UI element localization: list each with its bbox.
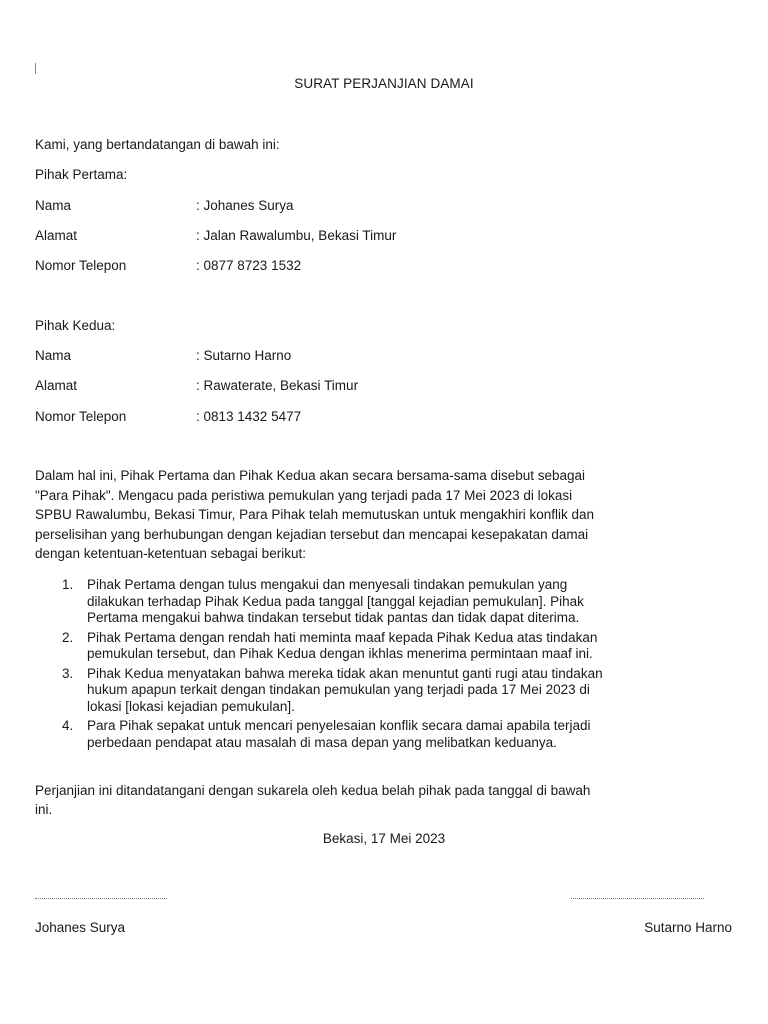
field-value: : 0813 1432 5477 <box>196 409 302 424</box>
body-line: SPBU Rawalumbu, Bekasi Timur, Para Pihak telah memutuskan untuk mengakhiri konflik dan <box>35 507 595 523</box>
body-paragraph <box>35 466 735 564</box>
closing-line: ini. <box>35 802 53 817</box>
term-line: Pihak Pertama dengan tulus mengakui dan menyesali tindakan pemukulan yang <box>87 577 568 592</box>
term-item <box>35 630 735 663</box>
term-item <box>35 718 735 751</box>
body-line: dengan ketentuan-ketentuan sebagai berikut: <box>35 546 306 562</box>
signature-line-right <box>571 898 704 900</box>
term-line: perbedaan pendapat atau masalah di masa depan yang melibatkan keduanya. <box>87 734 557 750</box>
pihak-kedua-heading: Pihak Kedua: <box>35 318 116 333</box>
term-line: Pihak Kedua menyatakan bahwa mereka tidak akan menuntut ganti rugi atau tindakan <box>87 665 603 681</box>
field-label: Alamat <box>35 228 78 243</box>
terms-list <box>35 577 735 754</box>
term-number: 1. <box>62 577 74 592</box>
signature-line-left <box>35 898 167 900</box>
field-value: : Johanes Surya <box>196 198 294 213</box>
signature-name-right: Sutarno Harno <box>644 920 732 935</box>
pihak-pertama-heading: Pihak Pertama: <box>35 167 128 182</box>
intro-text: Kami, yang bertandatangan di bawah ini: <box>35 137 280 152</box>
term-line: dilakukan terhadap Pihak Kedua pada tanggal [tanggal kejadian pemukulan]. Pihak <box>87 593 584 609</box>
field-label: Nomor Telepon <box>35 258 127 273</box>
term-line: Pihak Pertama dengan rendah hati meminta maaf kepada Pihak Kedua atas tindakan <box>87 629 598 645</box>
field-label: Nama <box>35 348 72 363</box>
body-line: "Para Pihak". Mengacu pada peristiwa pemukulan yang terjadi pada 17 Mei 2023 di lokasi <box>35 487 573 503</box>
field-label: Nama <box>35 198 72 213</box>
field-label: Alamat <box>35 378 78 393</box>
field-value: : Sutarno Harno <box>196 348 292 363</box>
term-number: 2. <box>62 629 74 645</box>
document-title: SURAT PERJANJIAN DAMAI <box>294 76 474 91</box>
closing-line: Perjanjian ini ditandatangani dengan sukarela oleh kedua belah pihak pada tanggal di bawah <box>35 783 591 798</box>
field-value: : Rawaterate, Bekasi Timur <box>196 378 359 393</box>
closing-paragraph <box>35 781 735 819</box>
term-item <box>35 666 735 716</box>
text-cursor <box>35 63 36 74</box>
term-number: 4. <box>62 718 74 733</box>
term-item <box>35 577 735 627</box>
term-number: 3. <box>62 665 74 681</box>
term-line: pemukulan tersebut, dan Pihak Kedua dengan ikhlas menerima permintaan maaf ini. <box>87 646 593 661</box>
term-line: hukum apapun terkait dengan tindakan pemukulan yang terjadi pada 17 Mei 2023 di <box>87 682 590 697</box>
field-value: : Jalan Rawalumbu, Bekasi Timur <box>196 228 397 243</box>
body-line: perselisihan yang berhubungan dengan kejadian tersebut dan mencapai kesepakatan damai <box>35 526 589 542</box>
signature-name-left: Johanes Surya <box>35 920 126 935</box>
field-label: Nomor Telepon <box>35 409 127 424</box>
date-place: Bekasi, 17 Mei 2023 <box>322 831 446 846</box>
body-line: Dalam hal ini, Pihak Pertama dan Pihak Kedua akan secara bersama-sama disebut sebagai <box>35 468 586 483</box>
term-line: Pertama mengakui bahwa tindakan tersebut tidak pantas dan tidak dapat diterima. <box>87 610 580 625</box>
term-line: lokasi [lokasi kejadian pemukulan]. <box>87 698 295 714</box>
field-value: : 0877 8723 1532 <box>196 258 302 273</box>
term-line: Para Pihak sepakat untuk mencari penyelesaian konflik secara damai apabila terjadi <box>87 718 591 733</box>
